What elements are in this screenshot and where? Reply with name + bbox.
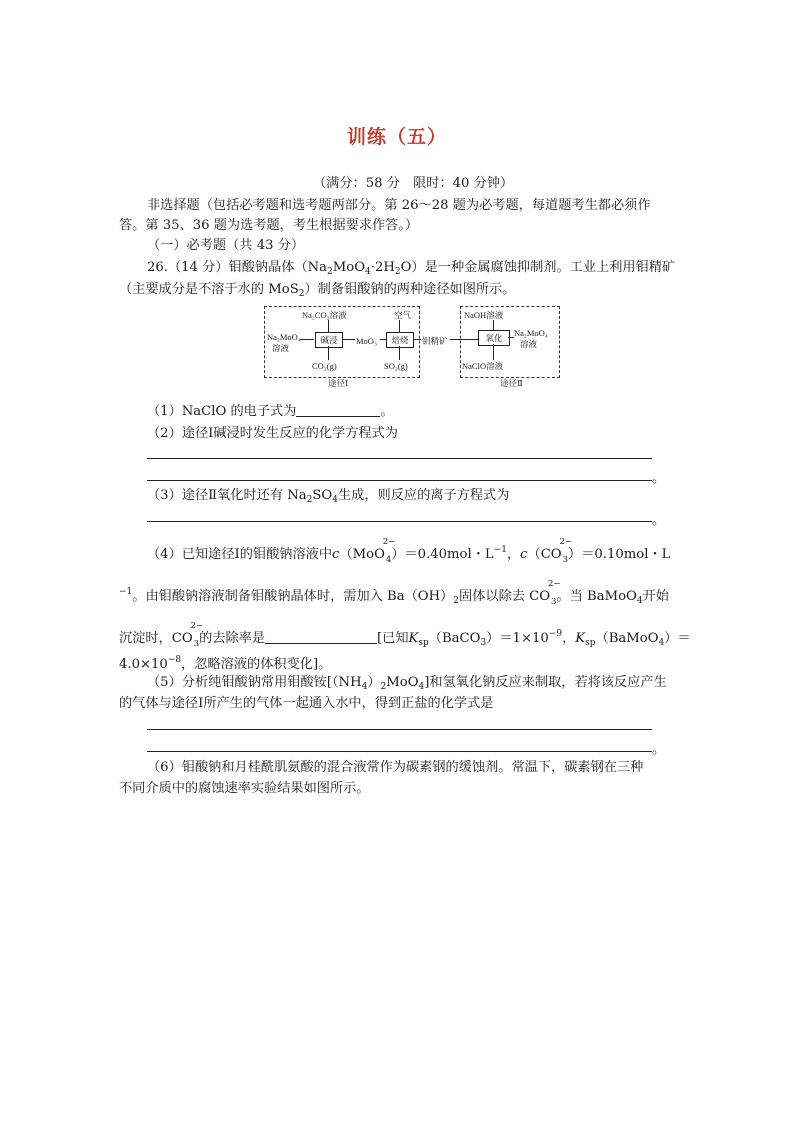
na2moo4-left-2: 溶液 (272, 343, 290, 353)
moo3-label: MoO₃ (356, 336, 377, 346)
na2co3-label: Na₂CO₃溶液 (302, 310, 347, 320)
q3-period: 。 (652, 513, 666, 528)
oxidize-box: 氧化 (478, 330, 510, 346)
q5-line-2: 的气体与途径Ⅰ所产生的气体一起通入水中，得到正盐的化学式是 (119, 696, 494, 711)
q1-answer-blank[interactable] (296, 402, 380, 417)
na2moo4-right-1: Na₂MoO₄ (514, 328, 548, 338)
exam-meta: （满分：58 分 限时：40 分钟） (313, 176, 514, 191)
q2-period: 。 (652, 471, 666, 486)
q6-line-2: 不同介质中的腐蚀速率实验结果如图所示。 (119, 781, 370, 796)
q5-period: 。 (652, 742, 666, 757)
arrow-to-na2moo4 (300, 339, 314, 340)
q6-line-1: （6）钼酸钠和月桂酰肌氨酸的混合液常作为碳素钢的缓蚀剂。常温下，碳素钢在三种 (147, 760, 644, 775)
arrow-roast-to-moo3 (380, 339, 386, 340)
q5-answer-line-2[interactable] (147, 751, 652, 752)
q4-answer-blank[interactable] (265, 629, 377, 644)
q5-line-1: （5）分析纯钼酸钠常用钼酸铵$[(NH_4)_2MoO_4]$和氢氧化钠反应来制取，若将该反应产生 (147, 675, 667, 692)
arrow-moo3-to-leach (342, 339, 355, 340)
section-heading: （一）必考题（共 43 分） (147, 238, 305, 253)
alkali-leach-box: 碱浸 (315, 332, 343, 348)
q26-line-1: 26.（14 分）钼酸钠晶体$(Na_2MoO_4\cdot 2H_2O)$是一种金属腐蚀抑制剂。工业上利用钼精矿 (147, 260, 676, 277)
co2-label: CO₂(g) (312, 361, 337, 371)
q3-answer-line[interactable] (147, 521, 652, 522)
intro-line-2: 答。第 35、36 题为选考题，考生根据要求作答。） (119, 218, 419, 233)
naclo-label: NaClO溶液 (462, 361, 504, 371)
q4-line-4: $4.0\times 10^{-8}$，忽略溶液的体积变化]。 (119, 655, 332, 672)
q1-line: （1）NaClO 的电子式为 。 (147, 404, 394, 419)
arrow-ore-to-roast (413, 339, 421, 340)
air-label: 空气 (394, 310, 412, 320)
arrow-naoh-down (493, 320, 494, 330)
roast-box: 焙烧 (386, 332, 414, 348)
q2-answer-line-1[interactable] (147, 458, 652, 459)
arrow-co2-down (328, 346, 329, 360)
arrow-so2-down (399, 346, 400, 360)
ore-label: 钼精矿 (422, 336, 448, 346)
process-diagram (262, 306, 562, 390)
na2moo4-left-1: Na₂MoO₄ (267, 332, 301, 342)
q2-answer-line-2[interactable] (147, 480, 652, 481)
q4-line-1: （4）已知途径Ⅰ的钼酸钠溶液中c（MoO$_4$ 2− ）＝0.40mol・$L^{-1}$，$c(CO_3$ 2− ）＝0.10mol・L (147, 537, 671, 565)
page-title: 训练（五） (346, 126, 447, 148)
arrow-oxidize-to-product (508, 337, 514, 338)
q3-line: （3）途径Ⅱ氧化时还有 $Na_2SO_4$生成，则反应的离子方程式为 (147, 488, 510, 505)
q5-answer-line-1[interactable] (147, 729, 652, 730)
arrow-naclo-up (493, 344, 494, 360)
naoh-label: NaOH溶液 (464, 310, 504, 320)
route1-label: 途径Ⅰ (328, 378, 349, 388)
q26-line-2: （主要成分是不溶于水的 MoS$_2$）制备钼酸钠的两种途径如图所示。 (119, 282, 516, 299)
arrow-air-down (399, 320, 400, 332)
q4-line-3: 沉淀时，$CO_3$ 2− 的去除率是 [已知$K_{sp}(BaCO_3)=1\times 10^{-9}$，$K_{sp}(BaMoO_4)=$ (119, 621, 691, 649)
na2moo4-right-2: 溶液 (520, 339, 538, 349)
intro-line-1: 非选择题（包括必考题和选考题两部分。第 26～28 题为必考题，每道题考生都必须作 (147, 198, 651, 213)
q2-line: （2）途径Ⅰ碱浸时发生反应的化学方程式为 (147, 426, 398, 441)
arrow-ore-to-oxidize (450, 339, 478, 340)
q4-line-2: $^{-1}$。由钼酸钠溶液制备钼酸钠晶体时，需加入 $Ba(OH)_2$固体以除去 $CO_3$ 2− 。当 BaMoO$_4$开始 (119, 579, 669, 607)
route2-label: 途径Ⅱ (500, 378, 523, 388)
arrow-na2co3-down (328, 320, 329, 332)
so2-label: SO₂(g) (384, 361, 408, 371)
